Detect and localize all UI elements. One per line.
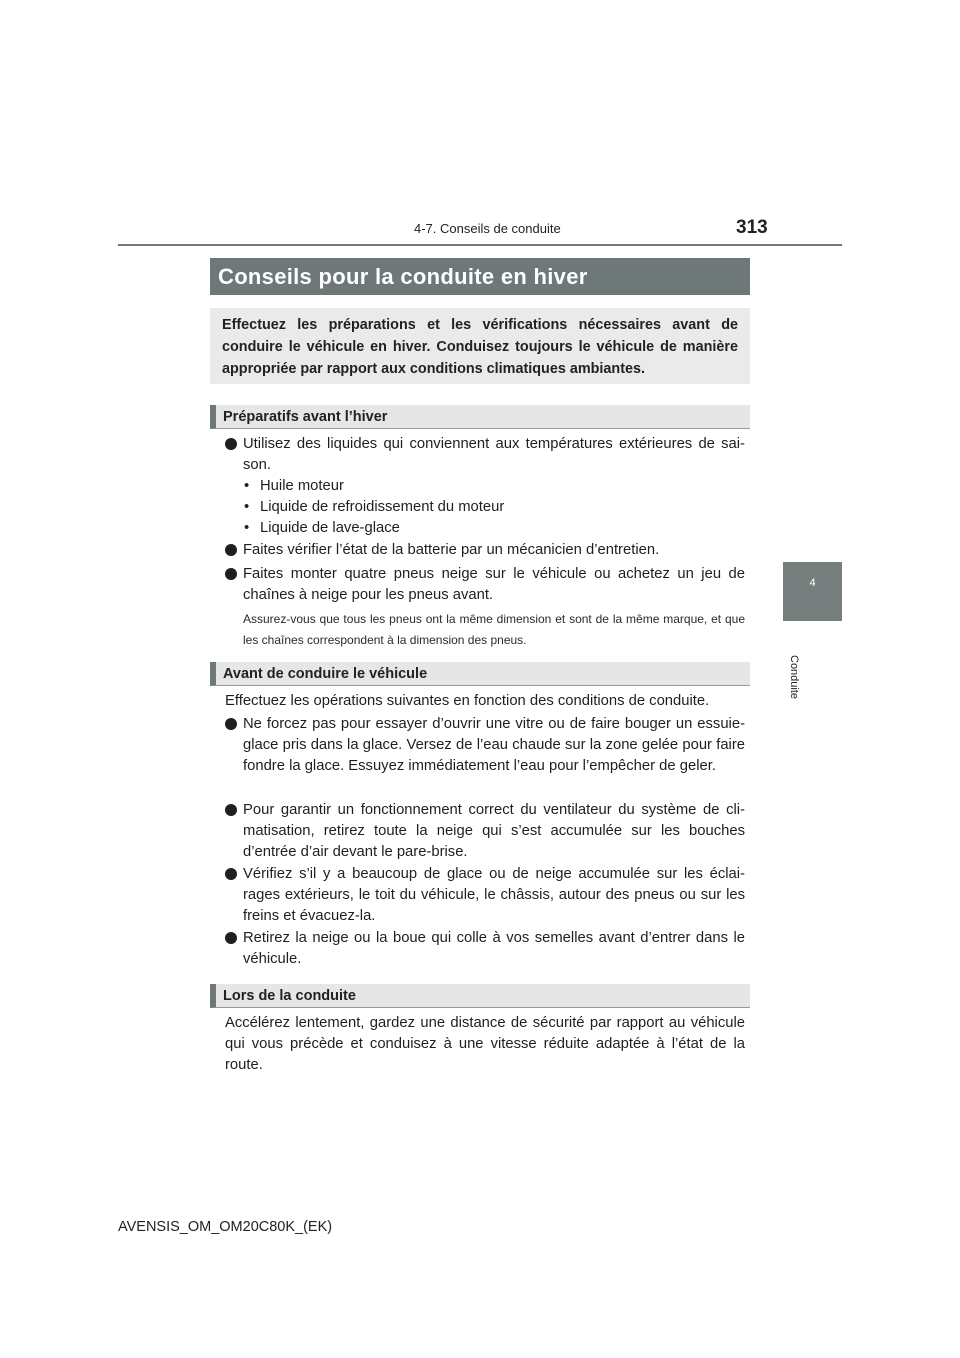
page-title: Conseils pour la conduite en hiver	[210, 258, 750, 295]
section-heading-while-driving: Lors de la conduite	[210, 984, 750, 1008]
bullet-icon	[225, 868, 237, 880]
list-item: Faites vérifier l’état de la batterie par un mécanicien d’entretien.	[225, 540, 745, 561]
page-number: 313	[736, 217, 768, 238]
list-item: Vérifiez s’il y a beaucoup de glace ou de neige accumulée sur les éclai-rages extérieurs, le toit du véhicule, le châssis, autour des pneus ou sur les freins et évacuez-la.	[225, 864, 745, 927]
intro-summary: Effectuez les préparations et les vérifications nécessaires avant de conduire le véhicule en hiver. Conduisez toujours le véhicule de manière appropriée par rapport aux conditions climatiques ambiantes.	[210, 308, 750, 384]
section-body-text: Accélérez lentement, gardez une distance de sécurité par rapport au véhicule qui vous précède et conduisez à une vitesse réduite adaptée à l’état de la route.	[225, 1015, 745, 1073]
header-divider	[118, 244, 842, 246]
sub-list-item: • Huile moteur	[244, 478, 344, 494]
bullet-icon	[225, 568, 237, 580]
chapter-tab	[783, 562, 842, 621]
bullet-icon	[225, 932, 237, 944]
list-item: Retirez la neige ou la boue qui colle à vos semelles avant d’entrer dans le véhicule.	[225, 928, 745, 970]
bullet-icon	[225, 804, 237, 816]
list-item: Utilisez des liquides qui conviennent aux températures extérieures de sai-son.	[225, 434, 745, 476]
list-item: Ne forcez pas pour essayer d’ouvrir une vitre ou de faire bouger un essuie-glace pris dans la glace. Versez de l’eau chaude sur la zone gelée pour faire fondre la glace. Essuyez immédiatement l’eau pour l’empêcher de geler.	[225, 714, 745, 777]
bullet-icon	[225, 438, 237, 450]
note-text: Assurez-vous que tous les pneus ont la même dimension et sont de la même marque, et que les chaînes correspondent à la dimension des pneus.	[243, 612, 745, 647]
list-item: Pour garantir un fonctionnement correct du ventilateur du système de cli-matisation, retirez toute la neige qui s’est accumulée sur les bouches d’entrée d’air devant le pare-brise.	[225, 800, 745, 863]
list-item: Faites monter quatre pneus neige sur le véhicule ou achetez un jeu de chaînes à neige pour les pneus avant.	[225, 564, 745, 606]
sub-list-item: • Liquide de refroidissement du moteur	[244, 499, 505, 515]
chapter-tab-number: 4	[809, 577, 816, 589]
bullet-icon	[225, 718, 237, 730]
document-code: AVENSIS_OM_OM20C80K_(EK)	[118, 1219, 333, 1235]
chapter-tab-label: Conduite	[788, 655, 800, 700]
section-breadcrumb: 4-7. Conseils de conduite	[414, 221, 561, 236]
bullet-icon	[225, 544, 237, 556]
section-heading-before-driving: Avant de conduire le véhicule	[210, 662, 750, 686]
section-intro-text: Effectuez les opérations suivantes en fonction des conditions de conduite.	[225, 693, 710, 709]
section-heading-preparation: Préparatifs avant l’hiver	[210, 405, 750, 429]
sub-list-item: • Liquide de lave-glace	[244, 520, 400, 536]
